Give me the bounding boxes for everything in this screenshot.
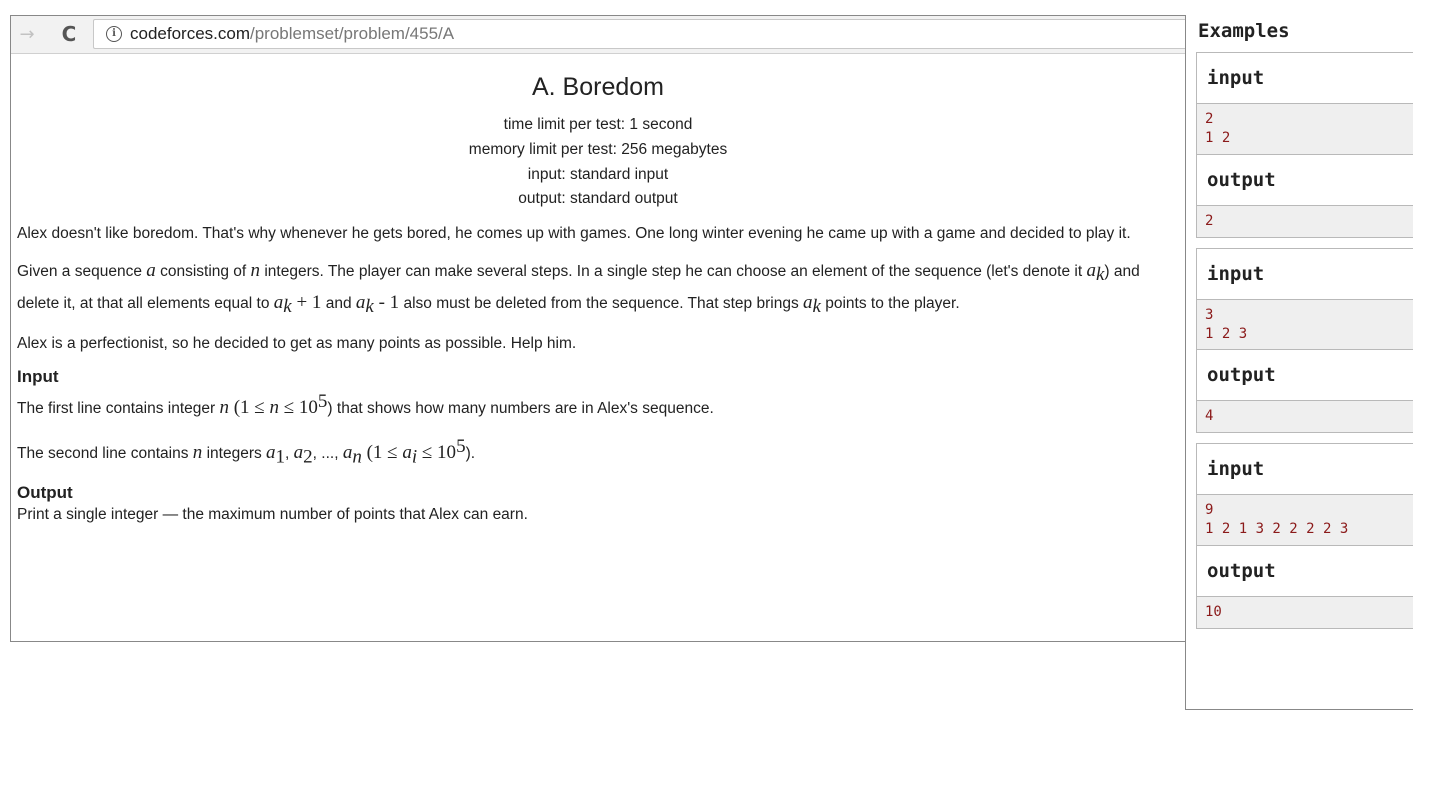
- math-var: a: [803, 292, 813, 314]
- browser-toolbar: [11, 16, 1185, 54]
- input-label: input: [1197, 444, 1413, 495]
- output-label: output: [1197, 155, 1413, 206]
- text: The second line contains: [17, 445, 193, 463]
- output-line: Print a single integer — the maximum number of points that Alex can earn.: [17, 505, 528, 523]
- math-expr: (1 ≤: [228, 397, 270, 419]
- text: also must be deleted from the sequence. That step brings: [399, 295, 803, 313]
- problem-header: [11, 72, 1185, 212]
- output-label: output: [1197, 546, 1413, 597]
- url-path: /problemset/problem/455/A: [250, 24, 455, 43]
- statement-body: [11, 223, 1185, 527]
- example-2: [1196, 248, 1413, 434]
- math-var: n: [192, 442, 203, 464]
- text: , ...,: [312, 445, 343, 463]
- output-section-title: Output: [17, 483, 73, 503]
- text: Given a sequence: [17, 263, 147, 281]
- text: ).: [465, 445, 476, 463]
- intro-paragraph: Alex doesn't like boredom. That's why whenever he gets bored, he comes up with games. One long winter evening he came up with a game and decided to play it.: [17, 225, 1131, 243]
- math-sub: 2: [303, 446, 313, 468]
- text: and: [321, 295, 356, 313]
- math-expr: + 1: [291, 292, 322, 314]
- math-var: a: [146, 260, 156, 282]
- url-domain: codeforces.com: [130, 24, 250, 43]
- text: The first line contains integer: [17, 400, 220, 418]
- example-3: [1196, 443, 1413, 629]
- memory-limit: memory limit per test: 256 megabytes: [468, 140, 728, 158]
- output-spec: output: standard output: [518, 190, 678, 208]
- math-sup: 5: [456, 436, 466, 458]
- browser-window: [10, 15, 1186, 642]
- math-sup: 5: [317, 390, 328, 412]
- input-line-1: [17, 388, 1179, 422]
- math-sub: 1: [275, 446, 286, 468]
- math-var: a: [342, 442, 353, 464]
- math-sub: k: [1095, 264, 1105, 286]
- input-label: input: [1197, 53, 1413, 104]
- examples-panel: [1185, 15, 1413, 710]
- forward-arrow-icon[interactable]: →: [19, 23, 35, 45]
- math-expr: ≤ 10: [417, 442, 457, 464]
- text: integers: [202, 445, 267, 463]
- math-var: n: [250, 260, 261, 282]
- text: integers. The player can make several steps. In a single step he can choose an element of the sequence (let's denote it: [260, 263, 1087, 281]
- example-input[interactable]: 2 1 2: [1197, 104, 1413, 155]
- site-info-icon[interactable]: i: [106, 26, 122, 42]
- problem-statement: [11, 54, 1185, 641]
- example-input[interactable]: 9 1 2 1 3 2 2 2 2 3: [1197, 495, 1413, 546]
- reload-icon[interactable]: C: [61, 22, 77, 46]
- math-var: a: [273, 292, 284, 314]
- math-expr: - 1: [373, 292, 400, 314]
- text: ,: [285, 445, 294, 463]
- math-var: a: [402, 442, 412, 464]
- math-var: a: [355, 292, 366, 314]
- math-var: n: [219, 397, 229, 419]
- math-var: n: [269, 397, 279, 419]
- rules-paragraph: [17, 257, 1179, 321]
- math-sub: i: [411, 446, 418, 468]
- math-var: a: [1086, 260, 1096, 282]
- address-bar-input[interactable]: [93, 19, 1185, 49]
- example-input[interactable]: 3 1 2 3: [1197, 300, 1413, 351]
- math-sub: k: [365, 296, 374, 318]
- math-expr: (1 ≤: [361, 442, 403, 464]
- examples-title: Examples: [1198, 20, 1290, 42]
- input-spec: input: standard input: [527, 165, 669, 183]
- text: points to the player.: [820, 295, 960, 313]
- math-sub: n: [352, 446, 362, 468]
- text: ) and delete it, at that all elements equal to: [17, 263, 1140, 313]
- input-label: input: [1197, 249, 1413, 300]
- output-label: output: [1197, 350, 1413, 401]
- example-output[interactable]: 10: [1197, 597, 1413, 628]
- example-1: [1196, 52, 1413, 238]
- math-sub: k: [812, 296, 821, 318]
- time-limit: time limit per test: 1 second: [503, 116, 693, 133]
- input-section-title: Input: [17, 367, 59, 387]
- goal-paragraph: Alex is a perfectionist, so he decided to get as many points as possible. Help him.: [17, 334, 577, 352]
- example-output[interactable]: 4: [1197, 401, 1413, 432]
- text: ) that shows how many numbers are in Alex's sequence.: [327, 400, 714, 418]
- math-var: a: [293, 442, 304, 464]
- text: consisting of: [155, 263, 251, 281]
- math-var: a: [266, 442, 276, 464]
- math-sub: k: [283, 296, 292, 318]
- math-expr: ≤ 10: [278, 397, 318, 419]
- example-output[interactable]: 2: [1197, 206, 1413, 237]
- input-line-2: [17, 433, 1179, 471]
- problem-title: A. Boredom: [531, 73, 664, 101]
